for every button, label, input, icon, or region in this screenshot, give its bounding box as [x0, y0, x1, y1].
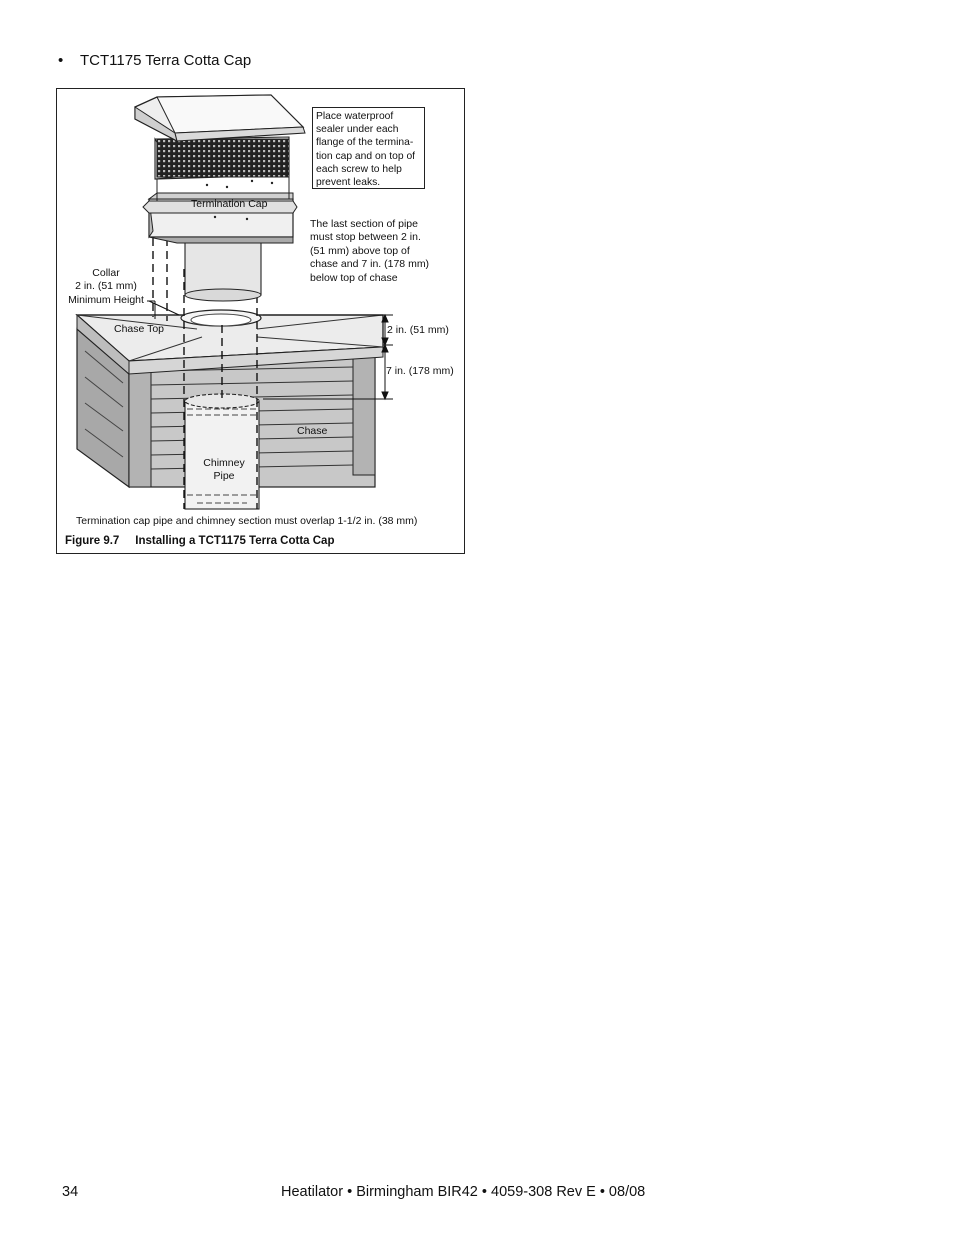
- label-collar-title: Collar: [92, 267, 120, 279]
- label-chase-top: Chase Top: [114, 323, 165, 335]
- chimney-pipe: [185, 394, 259, 509]
- overlap-note: Termination cap pipe and chimney section must overlap 1-1/2 in. (38 mm): [76, 515, 418, 527]
- label-chimney: Chimney: [203, 457, 245, 469]
- bullet-text: TCT1175 Terra Cotta Cap: [80, 52, 252, 69]
- page-number: 34: [62, 1184, 79, 1200]
- label-collar: [57, 267, 155, 307]
- bullet-symbol: •: [58, 52, 64, 69]
- label-collar-height: 2 in. (51 mm): [75, 280, 137, 293]
- label-dimension-2in: 2 in. (51 mm): [387, 324, 449, 336]
- label-chase: Chase: [297, 425, 328, 437]
- figure-9-7: [56, 88, 465, 554]
- note-sealer: Place waterproof sealer under each flange of the termina-tion cap and on top of each screw to help prevent leaks.: [312, 107, 425, 189]
- label-dimension-7in: 7 in. (178 mm): [386, 365, 454, 377]
- label-pipe: Pipe: [213, 470, 235, 483]
- label-termination-cap: Termination Cap: [191, 198, 268, 210]
- label-chimney-pipe: [197, 457, 251, 484]
- note-pipe-stop: The last section of pipe must stop between 2 in. (51 mm) above top of chase and 7 in. (178 mm) below top of chase: [310, 218, 430, 284]
- bullet-item: [58, 52, 251, 69]
- label-minimum-height: Minimum Height: [68, 293, 144, 306]
- footer-doc-info: Heatilator • Birmingham BIR42 • 4059-308 Rev E • 08/08: [281, 1184, 646, 1200]
- figure-caption: Figure 9.7 Installing a TCT1175 Terra Cotta Cap: [65, 535, 335, 547]
